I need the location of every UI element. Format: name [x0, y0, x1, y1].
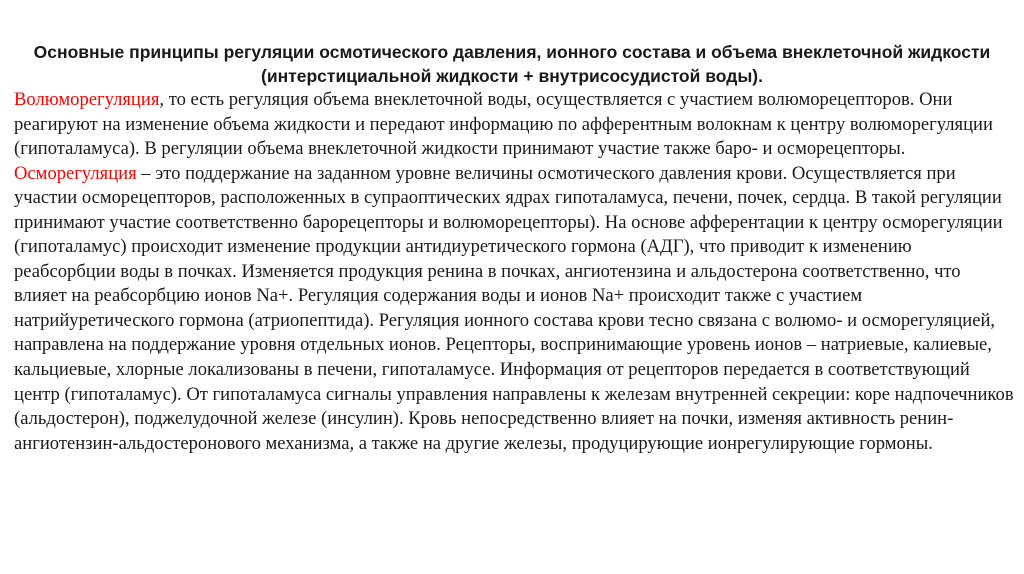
paragraph-text: – это поддержание на заданном уровне величины осмотического давления крови. Осуществляется при участии осморецепторов, расположенных в супраоптических ядрах гипоталамуса, печени, почек, сердца. В такой регуляции принимают участие соответственно барорецепторы и волюморецепторы). На основе афферентации к центру осморегуляции (гипоталамус) происходит изменение продукции антидиуретического гормона (АДГ), что приводит к изменению реабсорбции воды в почках. Изменяется продукция ренина в почках, ангиотензина и альдостерона соответственно, что влияет на реабсорбцию ионов Na+. Регуляция содержания воды и ионов Na+ происходит также с участием натрийуретического гормона (атриопептида). Регуляция ионного состава крови тесно связана с волюмо- и осморегуляцией, направлена на поддержание уровня отдельных ионов. Рецепторы, воспринимающие уровень ионов – натриевые, калиевые, кальциевые, хлорные локализованы в печени, гипоталамусе. Информация от рецепторов передается в соответствующий центр (гипоталамус). От гипоталамуса сигналы управления направлены к железам внутренней секреции: коре надпочечников (альдостерон), поджелудочной железе (инсулин). Кровь непосредственно влияет на почки, изменяя активность ренин-ангиотензин-альдостеронового механизма, а также на другие железы, продуцирующие ионрегулирующие гормоны.	[14, 162, 1014, 454]
slide-body	[14, 88, 1014, 456]
term-volumoregulation: Волюморегуляция	[14, 89, 160, 110]
paragraph-text: , то есть регуляция объема внеклеточной воды, осуществляется с участием волюморецепторов. Они реагируют на изменение объема жидкости и передают информацию по афферентным волокнам к центру волюморегуляции (гипоталамуса). В регуляции объема внеклеточной жидкости принимают участие также баро- и осморецепторы.	[14, 89, 993, 160]
paragraph-volumoregulation	[14, 88, 1014, 162]
term-osmoregulation: Осморегуляция	[14, 162, 137, 184]
slide-heading: Основные принципы регуляции осмотического давления, ионного состава и объема внеклеточной жидкости (интерстициальной жидкости + внутрисосудистой воды).	[33, 42, 991, 86]
paragraph-osmoregulation	[14, 162, 1014, 457]
